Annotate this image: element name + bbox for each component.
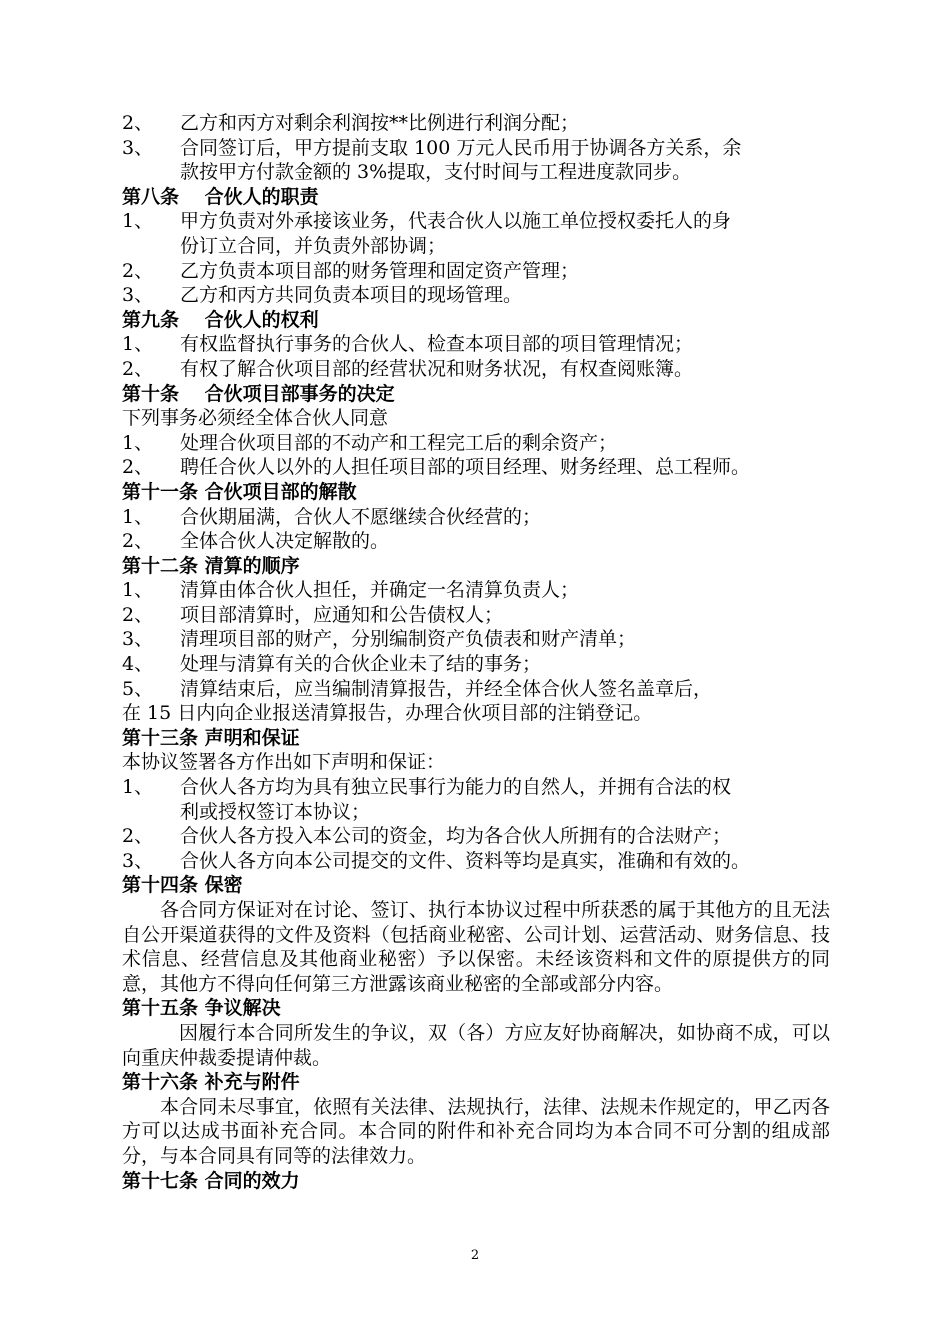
- paragraph-text: 因履行本合同所发生的争议，双（各）方应友好协商解决，如协商不成，可以向重庆仲裁委提请仲裁。: [122, 1021, 830, 1069]
- list-item-number: 3、: [122, 849, 154, 872]
- list-item-number: 2、: [122, 112, 154, 134]
- list-item: [122, 332, 830, 357]
- list-item: [122, 111, 830, 136]
- list-item-text: 全体合伙人决定解散的。: [180, 530, 390, 553]
- list-item: [122, 259, 830, 284]
- list-item: [122, 824, 830, 849]
- list-item-text: 处理与清算有关的合伙企业未了结的事务；: [180, 653, 542, 676]
- section-heading: 第十四条 保密: [122, 874, 243, 897]
- section-heading: 第十条 合伙项目部事务的决定: [122, 382, 395, 405]
- list-item-number: 2、: [122, 825, 154, 848]
- list-item-text: 合伙人各方向本公司提交的文件、资料等均是真实，准确和有效的。: [180, 849, 751, 872]
- paragraph-text: 本合同未尽事宜，依照有关法律、法规执行，法律、法规未作规定的，甲乙丙各方可以达成书面补充合同。本合同的附件和补充合同均为本合同不可分割的组成部分，与本合同具有同等的法律效力。: [122, 1095, 830, 1167]
- list-item-text: 聘任合伙人以外的人担任项目部的项目经理、财务经理、总工程师。: [180, 456, 751, 479]
- list-item-continuation: 在 15 日内向企业报送清算报告，办理合伙项目部的注销登记。: [122, 702, 653, 725]
- list-item-continuation: 利或授权签订本协议；: [180, 800, 371, 823]
- list-item: [122, 505, 830, 530]
- section-heading: 第十三条 声明和保证: [122, 726, 300, 749]
- section-heading: 第八条 合伙人的职责: [122, 185, 319, 208]
- list-item-text: 处理合伙项目部的不动产和工程完工后的剩余资产；: [180, 431, 618, 454]
- body-paragraph: [122, 1021, 830, 1070]
- list-item-number: 3、: [122, 284, 154, 307]
- list-item: [122, 136, 830, 161]
- list-item-text: 清算结束后，应当编制清算报告，并经全体合伙人签名盖章后，: [180, 677, 713, 700]
- list-item-text: 乙方和丙方共同负责本项目的现场管理。: [180, 284, 523, 307]
- list-item-continuation: 款按甲方付款金额的 3%提取，支付时间与工程进度款同步。: [180, 161, 692, 184]
- list-item: [122, 529, 830, 554]
- list-item-number: 2、: [122, 259, 154, 282]
- list-item: [122, 431, 830, 456]
- list-item-text: 甲方负责对外承接该业务，代表合伙人以施工单位授权委托人的身: [180, 210, 732, 233]
- list-item-number: 1、: [122, 333, 154, 356]
- list-item-text: 有权监督执行事务的合伙人、检查本项目部的项目管理情况；: [180, 333, 694, 356]
- list-item: [122, 652, 830, 677]
- list-item-number: 2、: [122, 357, 154, 380]
- list-item: [122, 627, 830, 652]
- page-number: 2: [470, 1248, 480, 1263]
- section-heading: 第十二条 清算的顺序: [122, 554, 300, 577]
- list-item-text: 合伙期届满，合伙人不愿继续合伙经营的；: [180, 505, 542, 528]
- list-item: [122, 283, 830, 308]
- list-item: [122, 578, 830, 603]
- list-item: [122, 677, 830, 702]
- list-item-continuation: 份订立合同，并负责外部协调；: [180, 234, 447, 257]
- intro-line: 本协议签署各方作出如下声明和保证：: [122, 751, 446, 774]
- list-item-text: 合同签订后，甲方提前支取 100 万元人民币用于协调各方关系，余: [180, 136, 742, 159]
- list-item-number: 1、: [122, 210, 154, 233]
- body-paragraph: [122, 898, 830, 996]
- list-item-number: 2、: [122, 603, 154, 626]
- section-heading: 第十五条 争议解决: [122, 997, 281, 1020]
- list-item-text: 乙方负责本项目部的财务管理和固定资产管理；: [180, 259, 580, 282]
- list-item-number: 5、: [122, 677, 154, 700]
- list-item: [122, 775, 830, 800]
- section-heading: 第十一条 合伙项目部的解散: [122, 480, 357, 503]
- list-item: [122, 209, 830, 234]
- list-item: [122, 455, 830, 480]
- list-item-text: 清算由体合伙人担任，并确定一名清算负责人；: [180, 579, 580, 602]
- list-item-number: 1、: [122, 579, 154, 602]
- intro-line: 下列事务必须经全体合伙人同意: [122, 407, 389, 430]
- section-heading: 第十七条 合同的效力: [122, 1169, 300, 1192]
- list-item-number: 1、: [122, 431, 154, 454]
- list-item-number: 3、: [122, 628, 154, 651]
- list-item-text: 合伙人各方均为具有独立民事行为能力的自然人，并拥有合法的权: [180, 776, 732, 799]
- list-item: [122, 603, 830, 628]
- list-item-number: 2、: [122, 456, 154, 479]
- list-item: [122, 849, 830, 874]
- list-item-number: 1、: [122, 505, 154, 528]
- list-item-number: 3、: [122, 136, 154, 159]
- list-item-text: 项目部清算时，应通知和公告债权人；: [180, 603, 504, 626]
- list-item-text: 乙方和丙方对剩余利润按**比例进行利润分配；: [180, 112, 580, 134]
- document-body: [122, 111, 830, 1193]
- body-paragraph: [122, 1095, 830, 1169]
- section-heading: 第十六条 补充与附件: [122, 1071, 300, 1094]
- list-item-text: 清理项目部的财产，分别编制资产负债表和财产清单；: [180, 628, 637, 651]
- list-item-number: 1、: [122, 776, 154, 799]
- list-item-number: 2、: [122, 530, 154, 553]
- paragraph-text: 各合同方保证对在讨论、签订、执行本协议过程中所获悉的属于其他方的且无法自公开渠道获得的文件及资料（包括商业秘密、公司计划、运营活动、财务信息、技术信息、经营信息及其他商业秘密）予以保密。未经该资料和文件的原提供方的同意，其他方不得向任何第三方泄露该商业秘密的全部或部分内容。: [122, 899, 830, 995]
- list-item-number: 4、: [122, 653, 154, 676]
- section-heading: 第九条 合伙人的权利: [122, 308, 319, 331]
- list-item-text: 有权了解合伙项目部的经营状况和财务状况，有权查阅账簿。: [180, 357, 694, 380]
- list-item: [122, 357, 830, 382]
- list-item-text: 合伙人各方投入本公司的资金，均为各合伙人所拥有的合法财产；: [180, 825, 732, 848]
